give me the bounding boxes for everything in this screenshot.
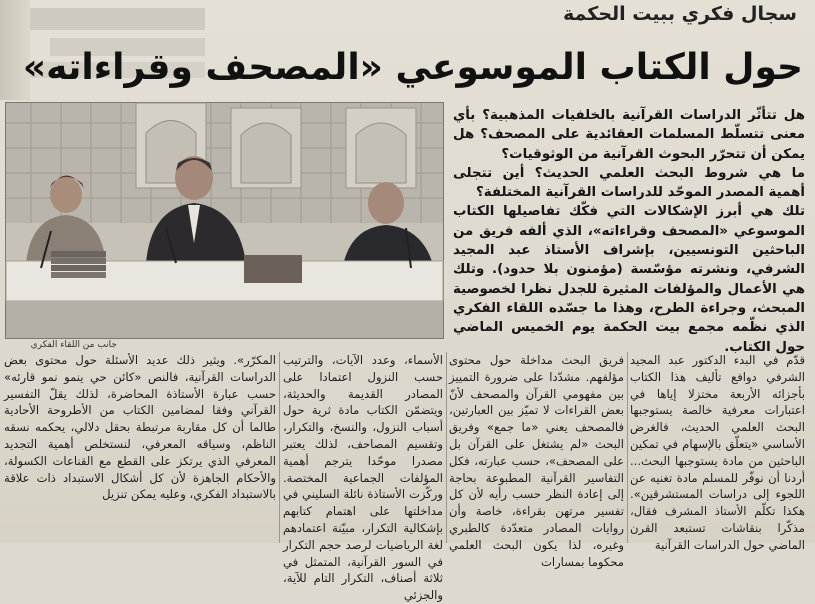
column-text: قدّم في البدء الدكتور عبد المجيد الشرفي دوافع تأليف هذا الكتاب بأجزائه الأربعة مختزلا إياها في اعتبارات معرفية خالصة يستوجبها البحث العلمي الحديث، فالغرض الأساسي «يتعلّق بالإسهام في تمكين الباحثين من مادة يستوجبها البحث... أردنا أن نوفّر للمسلم مادة تغنيه عن اللجوء إلى دراسات المستشرقين». هكذا تكلّم الأستاذ المشرف فقال، مذكّرا بنقاشات تستبعد القرن الماضي حول الدراسات القرآنية bbox=[630, 353, 805, 552]
kicker-title: سجال فكري ببيت الحكمة bbox=[563, 3, 797, 25]
event-photo bbox=[5, 102, 444, 339]
column-text: الأسماء، وعدد الآيات، والترتيب حسب النزول اعتمادا على المصادر القديمة والحديثة، ويتضمّن الكتاب مادة ثرية حول أسباب النزول، والنسخ، والتكرار، وتقسيم المصاحف، لذلك يعتبر مصدرا موحّدا يترجم أهمية المؤلفات الجماعية المختصة. وركّزت الأستاذة نائلة السليني في مداخلتها على اهتمام كتابهم بإشكالية التكرار، مبيّنة اعتمادهم لغة الرياضيات لرصد حجم التكرار في السور القرآنية، المتمثل في ثلاثة أصناف، التكرار التام للآية، والجزئي bbox=[283, 353, 443, 603]
column-text: فريق البحث مداخلة حول محتوى مؤلفهم. مشدّدا على ضرورة التمييز بين مفهومي القرآن والمصحف لأنّ بعض القراءات لا تميّز بين العبارتين، فالمصحف يعني «ما جمع» وفريق البحث «لم يشتغل على القرآن بل على المصحف»، حسب عبارته، فكل التفاسير القرآنية المطبوعة بحاجة إلى إعادة النظر حسب رأيه لأن كل تفسير مرتهن بقراءة، خاصة وأن روايات المصادر متعدّدة كالطبري وغيره، لذا يكون البحث العلمي محكوما بمسارات bbox=[449, 353, 624, 569]
body-column-4 bbox=[4, 352, 276, 543]
body-column-2 bbox=[449, 352, 624, 569]
photo-caption: جانب من اللقاء الفكري bbox=[30, 340, 117, 350]
intro-paragraph: هل تتأثّر الدراسات القرآنية بالخلفيات المذهبية؟ بأي معنى تتسلّط المسلمات العقائدية على المصحف؟ هل يمكن أن تتحرّر البحوث القرآنية من الوثوقيات؟ bbox=[453, 108, 805, 162]
body-column-1 bbox=[630, 352, 805, 552]
article-intro bbox=[453, 106, 805, 357]
column-divider bbox=[446, 352, 447, 543]
column-divider bbox=[279, 352, 280, 543]
headline: حول الكتاب الموسوعي «المصحف وقراءاته» bbox=[22, 47, 803, 88]
body-column-3 bbox=[283, 352, 443, 603]
column-divider bbox=[627, 352, 628, 543]
intro-paragraph: تلك هي أبرز الإشكالات التي فكّك تفاصيلها الكتاب الموسوعي «المصحف وقراءاته»، الذي ألفه فريق من الباحثين التونسيين، بإشراف الأستاذ عبد المجيد الشرفي، ونشرته مؤسّسة (مؤمنون بلا حدود). وتلك هي الأعمال والمؤلفات المثيرة للجدل نظرا لخصوصية المبحث، وجراءة الطرح، وهذا ما جسّده اللقاء الفكري الذي نظّمه مجمع بيت الحكمة يوم الخميس الماضي حول الكتاب. bbox=[453, 204, 805, 355]
column-text: المكرّر». ويثير ذلك عديد الأسئلة حول محتوى بعض الدراسات القرآنية، فالنص «كائن حي ينمو نمو قارئه» حسب عبارة الأستاذة المحاضرة، لذلك يقلّ التفسير القرآني وفقا لمضامين الكتاب من الأطروحة الأحادية طالما أن كل مقاربة مرتبطة بحقل دلالي، يحكمه نسقه الناظم، وسياقه المعرفي، لنستخلص أهمية التجديد المعرفي الذي يرتكز على القطع مع القناعات الكسولة، والأحكام الجاهزة لأن كل أشكال الاستبداد ذات علاقة بالاستبداد الفكري، وعليه يمكن تنزيل bbox=[4, 353, 276, 502]
intro-paragraph: ما هي شروط البحث العلمي الحديث؟ أين تتجلى أهمية المصدر الموحّد للدراسات القرآنية المختلفة؟ bbox=[453, 165, 805, 201]
